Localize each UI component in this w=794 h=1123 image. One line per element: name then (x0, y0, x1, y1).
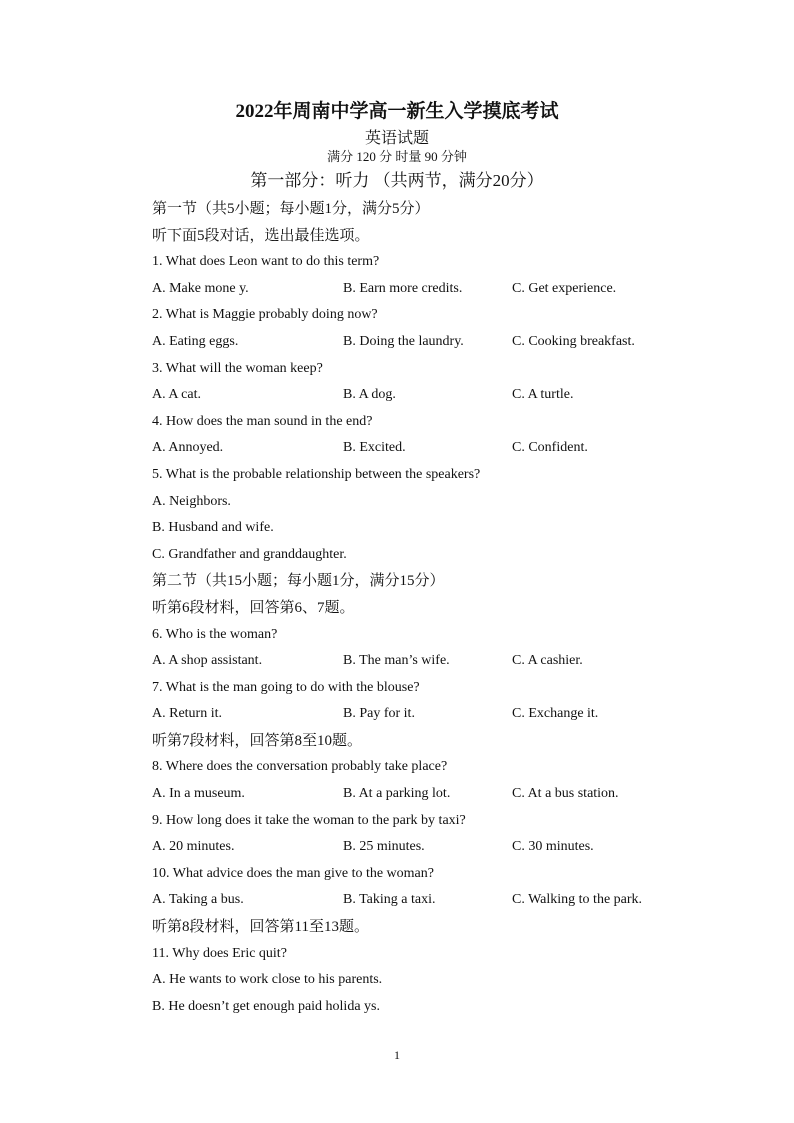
material-heading: 听第8段材料，回答第11至13题。 (152, 919, 369, 936)
question-7: 7. What is the man going to do with the blouse? (152, 679, 420, 695)
option-a: A. Annoyed. (152, 440, 224, 456)
options-7 (152, 701, 732, 728)
option-c: C. Cooking breakfast. (512, 333, 635, 349)
option-b: B. 25 minutes. (343, 839, 425, 855)
options-2 (152, 329, 732, 356)
option-b: B. The man’s wife. (343, 653, 450, 669)
question-10: 10. What advice does the man give to the woman? (152, 865, 434, 881)
question-8: 8. Where does the conversation probably take place? (152, 759, 448, 775)
option-b: B. Doing the laundry. (343, 333, 464, 349)
option-b: B. A dog. (343, 387, 396, 403)
option-b: B. Earn more credits. (343, 280, 463, 296)
option-a: A. In a museum. (152, 786, 245, 802)
subject-title: 英语试题 (364, 130, 429, 147)
question-6: 6. Who is the woman? (152, 626, 278, 642)
option-b: B. He doesn’t get enough paid holida ys. (152, 998, 380, 1014)
option-c: C. Exchange it. (512, 706, 599, 722)
question-3: 3. What will the woman keep? (152, 360, 323, 376)
option-c: C. Walking to the park. (512, 892, 643, 908)
question-2: 2. What is Maggie probably doing now? (152, 307, 378, 323)
option-a: A. 20 minutes. (152, 839, 235, 855)
option-b: B. At a parking lot. (343, 786, 451, 802)
option-c: C. Confident. (512, 440, 588, 456)
material-heading: 听第6段材料，回答第6、7题。 (152, 599, 355, 616)
question-1: 1. What does Leon want to do this term? (152, 254, 380, 270)
options-1 (152, 276, 732, 303)
option-c: C. Grandfather and granddaughter. (152, 546, 347, 562)
exam-body (152, 196, 732, 1020)
option-a: A. A cat. (152, 387, 201, 403)
options-10 (152, 887, 732, 914)
question-11: 11. Why does Eric quit? (152, 945, 287, 961)
option-a: A. Neighbors. (152, 493, 231, 509)
part-title: 第一部分：听力 （共两节，满分20分） (250, 171, 544, 190)
material-heading: 听第7段材料，回答第8至10题。 (152, 732, 363, 749)
option-a: A. He wants to work close to his parents. (152, 972, 383, 988)
exam-title: 2022年周南中学高一新生入学摸底考试 (235, 101, 559, 122)
option-c: C. Get experience. (512, 280, 617, 296)
options-9 (152, 834, 732, 861)
option-b: B. Excited. (343, 440, 406, 456)
question-5: 5. What is the probable relationship between the speakers? (152, 466, 481, 482)
option-a: A. A shop assistant. (152, 653, 263, 669)
option-b: B. Husband and wife. (152, 520, 274, 536)
section-instruction: 听下面5段对话，选出最佳选项。 (152, 227, 370, 244)
option-a: A. Make mone y. (152, 280, 249, 296)
options-4 (152, 435, 732, 462)
option-a: A. Eating eggs. (152, 333, 239, 349)
question-4: 4. How does the man sound in the end? (152, 413, 373, 429)
options-3 (152, 382, 732, 409)
option-c: C. 30 minutes. (512, 839, 594, 855)
page-number: 1 (394, 1048, 400, 1062)
option-a: A. Taking a bus. (152, 892, 244, 908)
option-a: A. Return it. (152, 706, 222, 722)
option-b: B. Taking a taxi. (343, 892, 436, 908)
option-b: B. Pay for it. (343, 706, 415, 722)
option-c: C. A turtle. (512, 387, 574, 403)
exam-meta: 满分 120 分 时量 90 分钟 (327, 149, 467, 164)
question-9: 9. How long does it take the woman to the park by taxi? (152, 812, 466, 828)
section-heading: 第二节（共15小题；每小题1分，满分15分） (152, 573, 445, 590)
options-6 (152, 648, 732, 675)
section-heading: 第一节（共5小题；每小题1分，满分5分） (152, 201, 430, 217)
option-c: C. A cashier. (512, 653, 583, 669)
options-8 (152, 781, 732, 808)
option-c: C. At a bus station. (512, 786, 619, 802)
